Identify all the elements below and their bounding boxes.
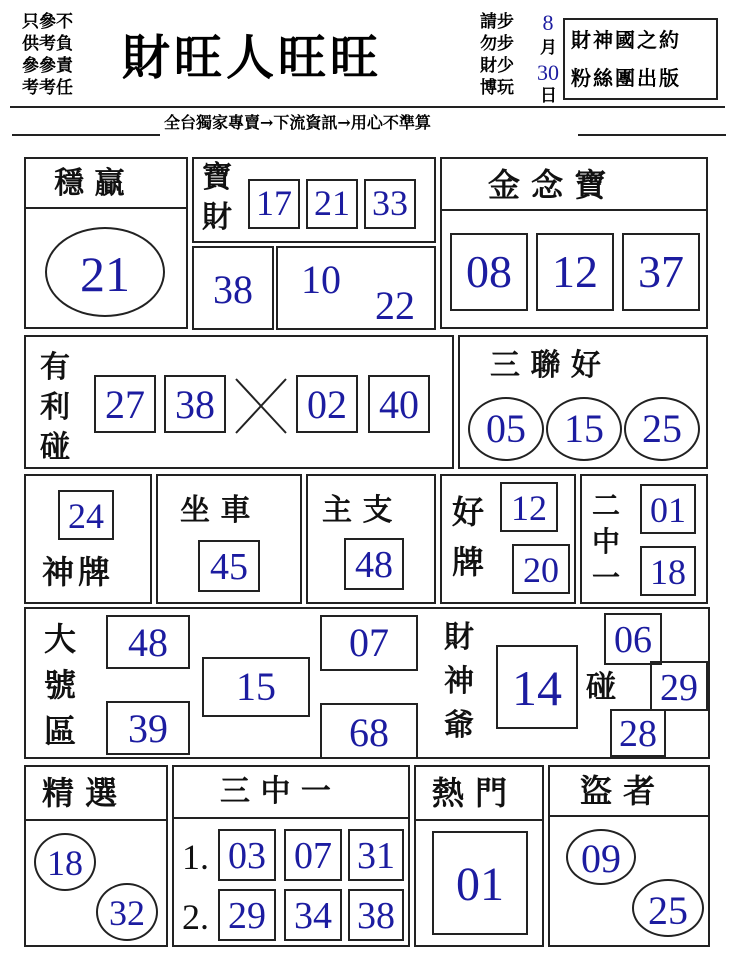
youlipeng-number: 27: [105, 382, 145, 427]
publisher-line: 粉絲團出版: [571, 66, 681, 90]
daozhe-number: 09: [581, 836, 621, 881]
youlipeng-number: 40: [379, 382, 419, 427]
erzhongyi-section: [580, 474, 708, 604]
baocai-label-2: 財: [202, 200, 232, 235]
baocai-bottom-number: 22: [375, 283, 415, 328]
baocai-bottom-pair: [276, 246, 436, 330]
shenpai-section: [24, 474, 152, 604]
sanlianhao-section: [458, 335, 708, 469]
youlipeng-label: 利: [40, 390, 70, 425]
zhuzhi-number: 48: [355, 544, 393, 586]
shenpai-number: 24: [68, 496, 104, 536]
haopai-number: 20: [523, 550, 559, 590]
dahaoqu-number: 48: [128, 620, 168, 665]
sanlianhao-number: 25: [642, 406, 682, 451]
sanzhongyi-number: 29: [228, 895, 266, 937]
disclaimer-line: 考考任: [22, 78, 73, 98]
sanzhongyi-number: 31: [357, 835, 395, 877]
sanzhongyi-divider: [174, 817, 408, 819]
dahaoqu-number: 07: [349, 620, 389, 665]
remen-number: 01: [456, 858, 504, 911]
slogan-underline-right: [578, 134, 726, 136]
slogan: 全台獨家專賣→下流資訊→用心不準算: [164, 113, 431, 132]
haopai-section: [440, 474, 576, 604]
jingxuan-number: 32: [109, 893, 145, 933]
advice-line: 勿步: [480, 34, 514, 54]
zuoche-number: 45: [210, 546, 248, 588]
zhuzhi-section: [306, 474, 436, 604]
sanzhongyi-row-index: 1.: [182, 837, 209, 877]
erzhongyi-number: 01: [650, 490, 686, 530]
erzhongyi-number: 18: [650, 552, 686, 592]
jinnianbao-number: 08: [466, 246, 512, 297]
baocai-bottom-number: 10: [301, 257, 341, 302]
caishenye-number: 14: [512, 660, 562, 716]
jinnianbao-divider: [442, 209, 706, 211]
disclaimer-line: 參參責: [22, 56, 73, 76]
publisher-box: [563, 18, 718, 100]
sanzhongyi-row-index: 2.: [182, 897, 209, 937]
jinnianbao-section: [440, 157, 708, 329]
youlipeng-section: [24, 335, 454, 469]
daozhe-divider: [550, 815, 708, 817]
dahaoqu-label: 號: [44, 666, 77, 704]
header: [0, 0, 737, 140]
haopai-label: 好: [452, 493, 485, 531]
caishenye-peng-number: 29: [660, 667, 698, 709]
caishenye-label: 財: [444, 620, 474, 655]
sanlianhao-number: 05: [486, 406, 526, 451]
advice-line: 請步: [480, 12, 514, 32]
cross-icon: [232, 375, 290, 437]
daozhe-title: 盜 者: [580, 772, 656, 810]
remen-section: [414, 765, 544, 947]
baocai-top-number: 33: [372, 183, 408, 223]
baocai-top-number: 21: [314, 183, 350, 223]
date-day: 30: [537, 60, 559, 85]
zuoche-section: [156, 474, 302, 604]
daozhe-section: [548, 765, 710, 947]
baocai-top-section: [192, 157, 436, 243]
youlipeng-number: 02: [307, 382, 347, 427]
baocai-bottom-single: [192, 246, 274, 330]
dahaoqu-label: 大: [44, 620, 77, 658]
sanzhongyi-number: 03: [228, 835, 266, 877]
caishenye-peng-number: 28: [619, 713, 657, 755]
remen-title: 熱 門: [432, 774, 508, 812]
jinnianbao-title: 金 念 寶: [488, 166, 607, 204]
haopai-label: 牌: [452, 543, 485, 581]
erzhongyi-label: 二: [592, 489, 621, 522]
dahaoqu-number: 68: [349, 710, 389, 755]
jingxuan-number: 18: [47, 843, 83, 883]
dahaoqu-number: 15: [236, 664, 276, 709]
caishenye-peng-number: 06: [614, 619, 652, 661]
shenpai-label: 神牌: [42, 553, 115, 591]
youlipeng-label: 有: [40, 350, 70, 385]
advice-line: 博玩: [480, 78, 514, 98]
erzhongyi-label: 中: [592, 525, 621, 558]
dahaoqu-section: [24, 607, 710, 759]
dahaoqu-number: 39: [128, 706, 168, 751]
slogan-underline-left: [12, 134, 160, 136]
jingxuan-section: [24, 765, 168, 947]
wenying-number: 21: [80, 246, 130, 302]
date-day-unit: 日: [540, 86, 557, 106]
daozhe-number: 25: [648, 888, 688, 933]
page-title: 財旺人旺旺: [122, 30, 383, 86]
sanlianhao-number: 15: [564, 406, 604, 451]
sanzhongyi-title: 三 中 一: [220, 774, 331, 809]
jinnianbao-number: 37: [638, 246, 684, 297]
caishenye-label: 神: [444, 664, 474, 699]
jinnianbao-number: 12: [552, 246, 598, 297]
sanzhongyi-number: 07: [294, 835, 332, 877]
youlipeng-label: 碰: [40, 430, 70, 465]
header-rule: [10, 106, 725, 108]
dahaoqu-label: 區: [44, 712, 77, 750]
publisher-line: 財神國之約: [571, 28, 681, 52]
disclaimer-line: 只參不: [22, 12, 73, 32]
jingxuan-title: 精 選: [42, 774, 118, 812]
baocai-label-1: 寶: [202, 160, 232, 195]
jingxuan-divider: [26, 819, 166, 821]
sanlianhao-title: 三 聯 好: [490, 348, 601, 383]
caishenye-peng-label: 碰: [586, 670, 616, 705]
sanzhongyi-section: [172, 765, 410, 947]
sanzhongyi-number: 38: [357, 895, 395, 937]
remen-divider: [416, 819, 542, 821]
baocai-bottom-number: 38: [213, 267, 253, 312]
date: [534, 12, 562, 104]
caishenye-label: 爺: [444, 708, 474, 743]
sanzhongyi-number: 34: [294, 895, 332, 937]
zhuzhi-title: 主 支: [322, 493, 393, 528]
disclaimer-line: 供考負: [22, 34, 73, 54]
baocai-top-number: 17: [256, 183, 292, 223]
date-month-unit: 月: [540, 38, 557, 58]
youlipeng-number: 38: [175, 382, 215, 427]
zuoche-title: 坐 車: [180, 493, 251, 528]
advice-line: 財少: [480, 56, 514, 76]
date-month: 8: [542, 10, 554, 35]
wenying-title: 穩 贏: [54, 166, 125, 201]
wenying-section: [24, 157, 188, 329]
haopai-number: 12: [511, 488, 547, 528]
erzhongyi-label: 一: [592, 561, 621, 594]
wenying-divider: [26, 207, 186, 209]
